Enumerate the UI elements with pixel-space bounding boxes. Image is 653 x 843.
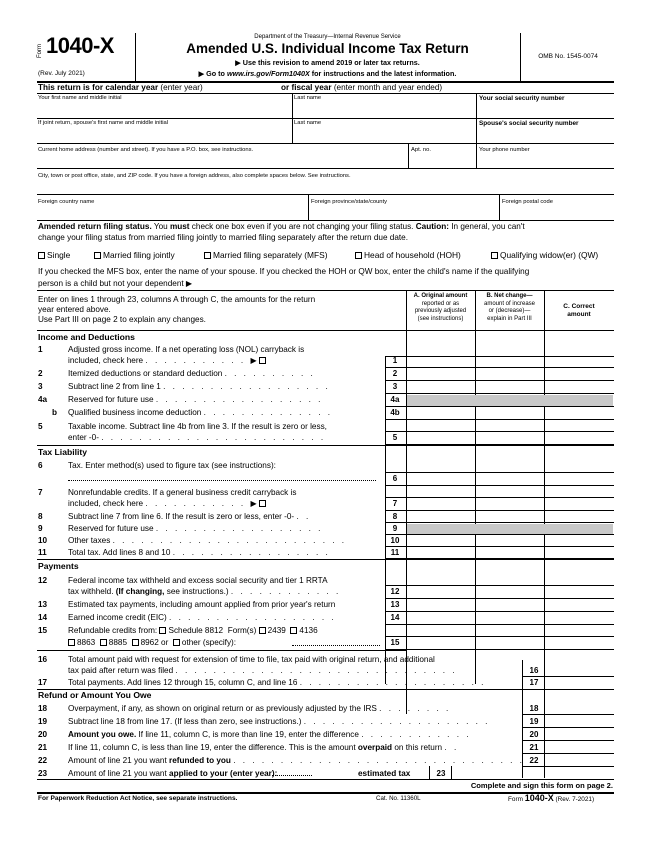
line-1-row-b: included, check here . . . . . . . . . . . ▶ 1 xyxy=(68,356,398,365)
catalog-number: Cat. No. 11360L xyxy=(376,795,421,802)
line-6-col-b-input[interactable] xyxy=(476,473,543,485)
apt-label: Apt. no. xyxy=(411,147,431,153)
department-label: Department of the Treasury—Internal Revenue Service xyxy=(254,34,401,40)
line-23-amount[interactable] xyxy=(452,768,520,779)
postal-label: Foreign postal code xyxy=(502,199,553,205)
form-4136-checkbox[interactable] xyxy=(290,627,297,634)
line-20-row: 20 Amount you owe. If line 11, column C, is more than line 19, enter the difference . . . . . . . . . . . . 20 xyxy=(38,730,539,739)
website-instruction: ▶ Go to www.irs.gov/Form1040X for instructions and the latest information. xyxy=(198,69,457,78)
line-14-row: 14 Earned income credit (EIC) . . . . . . . . . . . . . . . . . . 14 xyxy=(38,613,400,622)
line-3-col-b-input[interactable] xyxy=(476,381,543,393)
line-23-row: 23 Amount of line 21 you want applied to your (enter year): estimated tax 23 xyxy=(38,769,446,778)
line-4b-col-c-input[interactable] xyxy=(545,407,612,419)
line-6-col-c-input[interactable] xyxy=(545,473,612,485)
country-label: Foreign country name xyxy=(38,199,95,205)
spouse-first-label: If joint return, spouse's first name and middle initial xyxy=(38,120,168,126)
line-19-amount[interactable] xyxy=(545,716,613,727)
schedule-8812-checkbox[interactable] xyxy=(159,627,166,634)
line-15-row-a: 15 Refundable credits from: Schedule 8812 Form(s) 2439 4136 xyxy=(38,626,318,635)
line-6-row-b: 6 xyxy=(392,474,398,483)
spouse-child-name-input[interactable] xyxy=(220,279,613,288)
line-2-row: 2 Itemized deductions or standard deduction . . . . . . . . . . 2 xyxy=(38,369,398,378)
line-2-col-a-input[interactable] xyxy=(407,368,474,380)
ssn-label: Your social security number xyxy=(479,95,565,102)
paperwork-notice: For Paperwork Reduction Act Notice, see separate instructions. xyxy=(38,795,238,802)
form-title: Amended U.S. Individual Income Tax Return xyxy=(186,41,469,56)
line-1-col-c-input[interactable] xyxy=(545,357,612,367)
city-label: City, town or post office, state, and ZIP code. If you have a foreign address, also complete spaces below. See instructions. xyxy=(38,173,351,179)
line-12-col-b-input[interactable] xyxy=(476,586,543,598)
line-7-col-b-input[interactable] xyxy=(476,498,543,510)
first-name-label: Your first name and middle initial xyxy=(38,95,122,101)
line-11-row: 11 Total tax. Add lines 8 and 10 . . . . . . . . . . . . . . . . . 11 xyxy=(38,548,400,557)
section-refund: Refund or Amount You Owe xyxy=(38,690,152,700)
filing-status-intro: Amended return filing status. You must check one box even if you are not changing your filing status. Caution: In general, you can't xyxy=(38,222,525,231)
line-3-col-c-input[interactable] xyxy=(545,381,612,393)
line-12-row-a: 12 Federal income tax withheld and excess social security and tier 1 RRTA xyxy=(38,576,328,585)
line-18-amount[interactable] xyxy=(545,702,613,713)
section-payments: Payments xyxy=(38,561,79,571)
country-input[interactable] xyxy=(38,207,306,219)
filing-option-single[interactable]: Single xyxy=(38,250,70,260)
filing-option-hoh[interactable]: Head of household (HOH) xyxy=(355,250,461,260)
line-15-col-b-input[interactable] xyxy=(476,637,543,649)
form-8863-checkbox[interactable] xyxy=(68,639,75,646)
phone-label: Your phone number xyxy=(479,147,530,153)
line-22-row: 22 Amount of line 21 you want refunded to you . . . . . . . . . . . . . . . . . . . . . . . . . . . . . . . 22 xyxy=(38,756,539,765)
line-2-col-b-input[interactable] xyxy=(476,368,543,380)
city-input[interactable] xyxy=(38,181,613,193)
filing-option-mfj[interactable]: Married filing jointly xyxy=(94,250,175,260)
line-6-row-a: 6 Tax. Enter method(s) used to figure tax (see instructions): xyxy=(38,461,276,470)
spouse-ssn-input[interactable] xyxy=(479,128,613,142)
column-intro: Enter on lines 1 through 23, columns A through C, the amounts for the return year entered above. Use Part III on page 2 to explain any changes. xyxy=(38,295,316,324)
postal-input[interactable] xyxy=(502,207,613,219)
line-19-row: 19 Subtract line 18 from line 17. (If less than zero, see instructions.) . . . . . . . . . . . . . . . . . . . . 19 xyxy=(38,717,539,726)
line-15-col-c-input[interactable] xyxy=(545,637,612,649)
form-8962-checkbox[interactable] xyxy=(132,639,139,646)
filing-option-mfs[interactable]: Married filing separately (MFS) xyxy=(204,250,328,260)
mfs-note-line1: If you checked the MFS box, enter the name of your spouse. If you checked the HOH or QW box, enter the child's name if the qualifying xyxy=(38,267,530,276)
form-2439-checkbox[interactable] xyxy=(259,627,266,634)
line-2-col-c-input[interactable] xyxy=(545,368,612,380)
other-credit-checkbox[interactable] xyxy=(173,639,180,646)
line-1-col-b-input[interactable] xyxy=(476,357,543,367)
province-input[interactable] xyxy=(311,207,497,219)
line-13-col-a-input[interactable] xyxy=(407,599,474,611)
last-name-label: Last name xyxy=(294,95,322,101)
line-5-row-a: 5 Taxable income. Subtract line 4b from line 3. If the result is zero or less, xyxy=(38,422,327,431)
address-label: Current home address (number and street). If you have a P.O. box, see instructions. xyxy=(38,147,254,153)
section-income: Income and Deductions xyxy=(38,332,135,342)
address-input[interactable] xyxy=(38,155,406,167)
line-11-col-c-input[interactable] xyxy=(545,547,612,558)
line-15-col-a-input[interactable] xyxy=(407,637,474,649)
line-4b-row: b Qualified business income deduction . . . . . . . . . . . . . . 4b xyxy=(52,408,400,417)
line-16-amount[interactable] xyxy=(545,662,613,675)
irs-link[interactable]: www.irs.gov/Form1040X xyxy=(226,69,310,78)
line-22-amount[interactable] xyxy=(545,755,613,766)
line-9-row: 9 Reserved for future use . . . . . . . . . . . . . . . . . . 9 xyxy=(38,524,398,533)
form-revision: (Rev. July 2021) xyxy=(38,70,85,77)
line-11-col-a-input[interactable] xyxy=(407,547,474,558)
line-17-amount[interactable] xyxy=(545,678,613,689)
line-20-amount[interactable] xyxy=(545,729,613,740)
first-name-input[interactable] xyxy=(38,103,290,117)
last-name-input[interactable] xyxy=(294,103,474,117)
line-8-col-b-input[interactable] xyxy=(476,511,543,522)
line-13-col-c-input[interactable] xyxy=(545,599,612,611)
line-13-row: 13 Estimated tax payments, including amount applied from prior year's return 13 xyxy=(38,600,400,609)
line-14-col-b-input[interactable] xyxy=(476,612,543,624)
line-4b-col-b-input[interactable] xyxy=(476,407,543,419)
phone-input[interactable] xyxy=(479,155,613,167)
line-4b-col-a-input[interactable] xyxy=(407,407,474,419)
single-checkbox[interactable] xyxy=(38,252,45,259)
calendar-year-row: This return is for calendar year (enter year) xyxy=(38,83,203,92)
column-c-header: C. Correct amount xyxy=(563,303,595,318)
line-21-amount[interactable] xyxy=(545,742,613,753)
line-16-row-b: tax paid after return was filed . . . . . . . . . . . . . . . . . . . . . . . . . . . . . . 16 xyxy=(68,666,539,675)
line-18-row: 18 Overpayment, if any, as shown on original return or as previously adjusted by the IRS . . . . . . . . 18 xyxy=(38,704,539,713)
line-13-col-b-input[interactable] xyxy=(476,599,543,611)
line-15-row-b: 8863 8885 8962 or other (specify): 15 xyxy=(0,637,653,648)
line-6-col-a-input[interactable] xyxy=(407,473,474,485)
spouse-last-label: Last name xyxy=(294,120,322,126)
line-14-col-a-input[interactable] xyxy=(407,612,474,624)
line-5-col-b-input[interactable] xyxy=(476,432,543,444)
line-1-col-a-input[interactable] xyxy=(407,357,474,367)
column-b-header: B. Net change— amount of increase or (decrease)— explain in Part III xyxy=(483,293,536,322)
line-5-row-b: enter -0- . . . . . . . . . . . . . . . . . . . . . . . . 5 xyxy=(68,433,398,442)
form-8885-checkbox[interactable] xyxy=(100,639,107,646)
line-4a-row: 4a Reserved for future use . . . . . . . . . . . . . . . . . . 4a xyxy=(38,395,400,404)
gbc-checkbox[interactable] xyxy=(259,500,266,507)
column-a-header: A. Original amount reported or as previously adjusted (see instructions) xyxy=(413,293,468,322)
line-10-row: 10 Other taxes . . . . . . . . . . . . . . . . . . . . . . . . . 10 xyxy=(38,536,400,545)
line-3-col-a-input[interactable] xyxy=(407,381,474,393)
spouse-first-input[interactable] xyxy=(38,128,290,142)
line-21-row: 21 If line 11, column C, is less than line 19, enter the difference. This is the amount overpaid on this return . . 21 xyxy=(38,743,539,752)
province-label: Foreign province/state/county xyxy=(311,199,388,205)
spouse-last-input[interactable] xyxy=(294,128,474,142)
line-12-col-a-input[interactable] xyxy=(407,586,474,598)
line-17-row: 17 Total payments. Add lines 12 through 15, column C, and line 16 . . . . . . . . . . . . . . . . . . . . 17 xyxy=(38,678,539,687)
line-11-col-b-input[interactable] xyxy=(476,547,543,558)
line-8-col-c-input[interactable] xyxy=(545,511,612,522)
line-16-row-a: 16 Total amount paid with request for extension of time to file, tax paid with original return, and additional xyxy=(38,655,435,664)
line-10-col-a-input[interactable] xyxy=(407,535,474,546)
qw-checkbox[interactable] xyxy=(491,252,498,259)
complete-sign-note: Complete and sign this form on page 2. xyxy=(470,781,613,790)
line-1-row-a: 1 Adjusted gross income. If a net operating loss (NOL) carryback is xyxy=(38,345,305,354)
section-tax: Tax Liability xyxy=(38,447,88,457)
mfs-note-line2: person is a child but not your dependent ▶ xyxy=(38,279,193,288)
fiscal-year-row: or fiscal year (enter month and year ended) xyxy=(281,83,443,92)
line-10-col-b-input[interactable] xyxy=(476,535,543,546)
spouse-ssn-label: Spouse's social security number xyxy=(479,120,579,127)
line-3-row: 3 Subtract line 2 from line 1 . . . . . . . . . . . . . . . . . . 3 xyxy=(38,382,398,391)
mfs-checkbox[interactable] xyxy=(204,252,211,259)
footer-form-id: Form 1040-X (Rev. 7-2021) xyxy=(508,793,595,803)
line-10-col-c-input[interactable] xyxy=(545,535,612,546)
apt-input[interactable] xyxy=(411,155,474,167)
filing-option-qw[interactable]: Qualifying widow(er) (QW) xyxy=(491,250,598,260)
line-14-col-c-input[interactable] xyxy=(545,612,612,624)
hoh-checkbox[interactable] xyxy=(355,252,362,259)
line-8-row: 8 Subtract line 7 from line 6. If the result is zero or less, enter -0- . . 8 xyxy=(38,512,398,521)
calendar-year-input[interactable] xyxy=(236,84,276,93)
line-5-col-c-input[interactable] xyxy=(545,432,612,444)
line-7-col-a-input[interactable] xyxy=(407,498,474,510)
line-5-col-a-input[interactable] xyxy=(407,432,474,444)
line-7-row-b: included, check here . . . . . . . . . . . ▶ 7 xyxy=(68,499,398,508)
mfj-checkbox[interactable] xyxy=(94,252,101,259)
omb-number: OMB No. 1545-0074 xyxy=(538,53,598,60)
line-12-col-c-input[interactable] xyxy=(545,586,612,598)
nol-checkbox[interactable] xyxy=(259,357,266,364)
form-label: Form xyxy=(37,44,43,58)
line-12-row-b: tax withheld. (If changing, see instructions.) . . . . . . . . . . . . 12 xyxy=(68,587,400,596)
ssn-input[interactable] xyxy=(479,103,613,117)
line-7-row-a: 7 Nonrefundable credits. If a general business credit carryback is xyxy=(38,488,297,497)
filing-status-note: change your filing status from married filing jointly to married filing separately after the return due date. xyxy=(38,233,408,242)
revision-instruction: ▶ Use this revision to amend 2019 or later tax returns. xyxy=(235,58,420,67)
line-8-col-a-input[interactable] xyxy=(407,511,474,522)
other-credit-input[interactable] xyxy=(292,645,380,646)
form-number: 1040-X xyxy=(46,33,114,58)
line-7-col-c-input[interactable] xyxy=(545,498,612,510)
applied-year-input[interactable] xyxy=(272,775,312,776)
